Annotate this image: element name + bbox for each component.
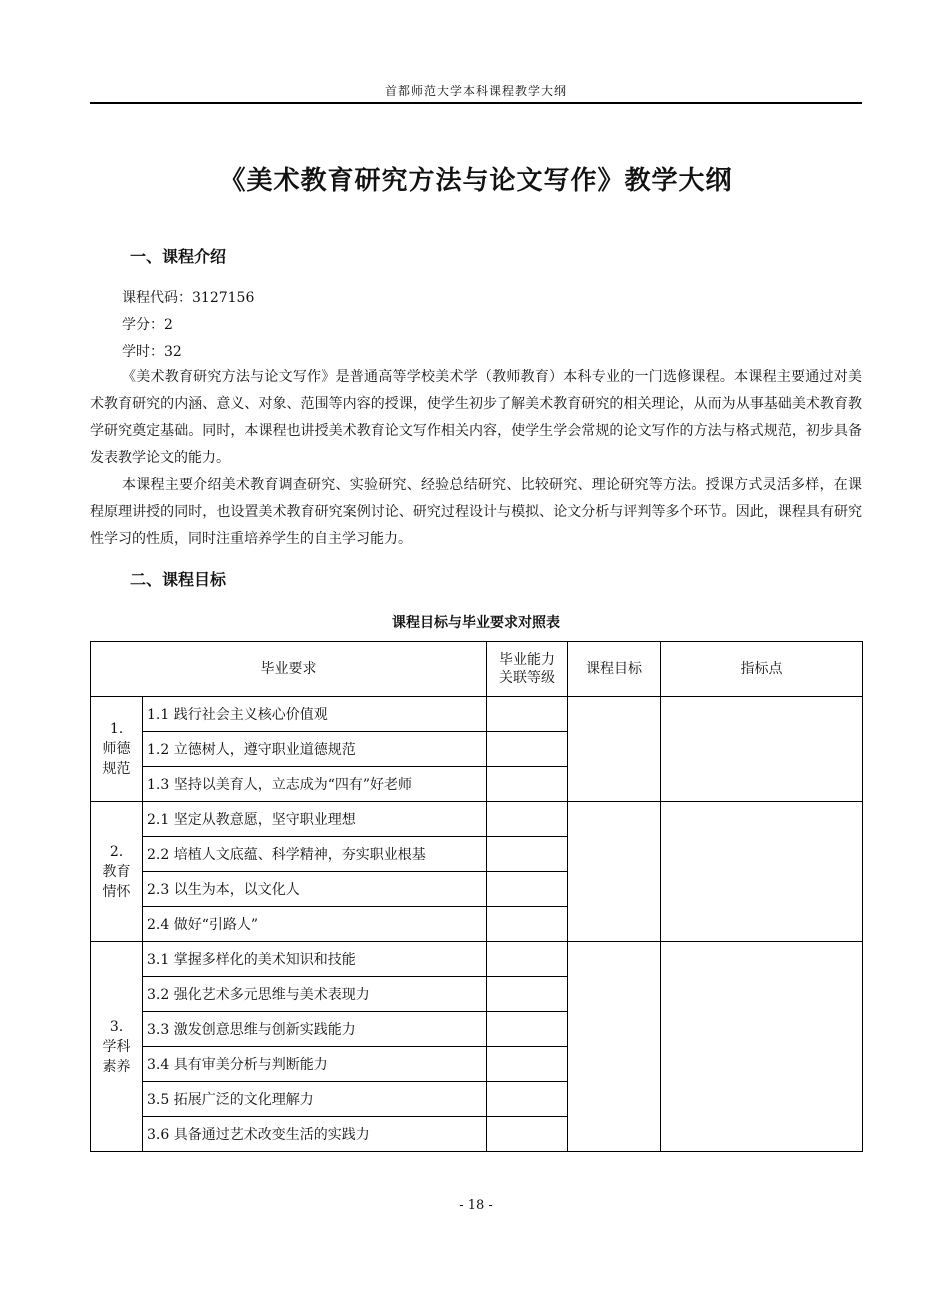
group-name-line1: 教育 (102, 863, 131, 880)
group-number: 3. (109, 1018, 124, 1035)
table-row (91, 697, 863, 732)
group-cell-3 (91, 942, 143, 1152)
header-level-line1: 毕业能力 (499, 652, 555, 668)
group-number: 2. (109, 843, 124, 860)
level-cell (487, 942, 568, 977)
objective-cell (568, 697, 661, 802)
level-cell (487, 977, 568, 1012)
level-cell (487, 802, 568, 837)
requirement-item: 3.3 激发创意思维与创新实践能力 (143, 1012, 487, 1047)
level-cell (487, 872, 568, 907)
requirement-item: 2.2 培植人文底蕴、科学精神，夯实职业根基 (143, 837, 487, 872)
requirement-item: 1.2 立德树人，遵守职业道德规范 (143, 732, 487, 767)
group-cell-2 (91, 802, 143, 942)
header-requirement: 毕业要求 (91, 642, 487, 697)
requirement-item: 2.4 做好“引路人” (143, 907, 487, 942)
indicator-cell (661, 802, 863, 942)
page-number: - 18 - (459, 1198, 493, 1213)
objectives-table (90, 641, 863, 1152)
group-number: 1. (109, 721, 124, 737)
requirement-item: 3.4 具有审美分析与判断能力 (143, 1047, 487, 1082)
requirement-item: 3.5 拓展广泛的文化理解力 (143, 1082, 487, 1117)
level-cell (487, 1047, 568, 1082)
header-level-line2: 关联等级 (499, 670, 555, 686)
level-cell (487, 1012, 568, 1047)
level-cell (487, 697, 568, 732)
objective-cell (568, 942, 661, 1152)
level-cell (487, 767, 568, 802)
running-head: 首都师范大学本科课程教学大纲 (384, 84, 567, 98)
header-level (487, 642, 568, 697)
indicator-cell (661, 697, 863, 802)
requirement-item: 3.6 具备通过艺术改变生活的实践力 (143, 1117, 487, 1152)
requirement-item: 3.2 强化艺术多元思维与美术表现力 (143, 977, 487, 1012)
level-cell (487, 1082, 568, 1117)
intro-paragraph-2: 本课程主要介绍美术教育调查研究、实验研究、经验总结研究、比较研究、理论研究等方法。授课方式灵活多样，在课程原理讲授的同时，也设置美术教育研究案例讨论、研究过程设计与模拟、论文分析与评判等多个环节。因此，课程具有研究性学习的性质，同时注重培养学生的自主学习能力。 (90, 477, 862, 547)
header-objective: 课程目标 (568, 642, 661, 697)
intro-paragraph-1: 《美术教育研究方法与论文写作》是普通高等学校美术学（教师教育）本科专业的一门选修课程。本课程主要通过对美术教育研究的内涵、意义、对象、范围等内容的授课，使学生初步了解美术教育研究的相关理论，从而为从事基础美术教育教学研究奠定基础。同时，本课程也讲授美术教育论文写作相关内容，使学生学会常规的论文写作的方法与格式规范，初步具备发表教学论文的能力。 (90, 369, 862, 466)
table-caption: 课程目标与毕业要求对照表 (392, 615, 560, 631)
group-name-line2: 素养 (102, 1058, 131, 1075)
group-name-line1: 学科 (102, 1038, 131, 1055)
objective-cell (568, 802, 661, 942)
group-name-line2: 情怀 (102, 883, 131, 900)
section-heading-objectives: 二、课程目标 (130, 570, 227, 589)
level-cell (487, 837, 568, 872)
header-rule (90, 102, 862, 104)
document-title: 《美术教育研究方法与论文写作》教学大纲 (219, 166, 733, 196)
course-credits: 学分：2 (122, 317, 173, 333)
table-header-row (91, 642, 863, 697)
group-name-line2: 规范 (102, 761, 131, 777)
header-indicator: 指标点 (661, 642, 863, 697)
level-cell (487, 732, 568, 767)
requirement-item: 2.3 以生为本，以文化人 (143, 872, 487, 907)
section-heading-intro: 一、课程介绍 (130, 247, 227, 266)
table-row (91, 802, 863, 837)
requirement-item: 1.3 坚持以美育人，立志成为“四有”好老师 (143, 767, 487, 802)
group-cell-1 (91, 697, 143, 802)
level-cell (487, 1117, 568, 1152)
indicator-cell (661, 942, 863, 1152)
course-code: 课程代码：3127156 (122, 290, 255, 306)
requirement-item: 1.1 践行社会主义核心价值观 (143, 697, 487, 732)
table-row (91, 942, 863, 977)
group-name-line1: 师德 (102, 741, 131, 757)
requirement-item: 3.1 掌握多样化的美术知识和技能 (143, 942, 487, 977)
course-hours: 学时：32 (122, 344, 182, 360)
level-cell (487, 907, 568, 942)
requirement-item: 2.1 坚定从教意愿，坚守职业理想 (143, 802, 487, 837)
